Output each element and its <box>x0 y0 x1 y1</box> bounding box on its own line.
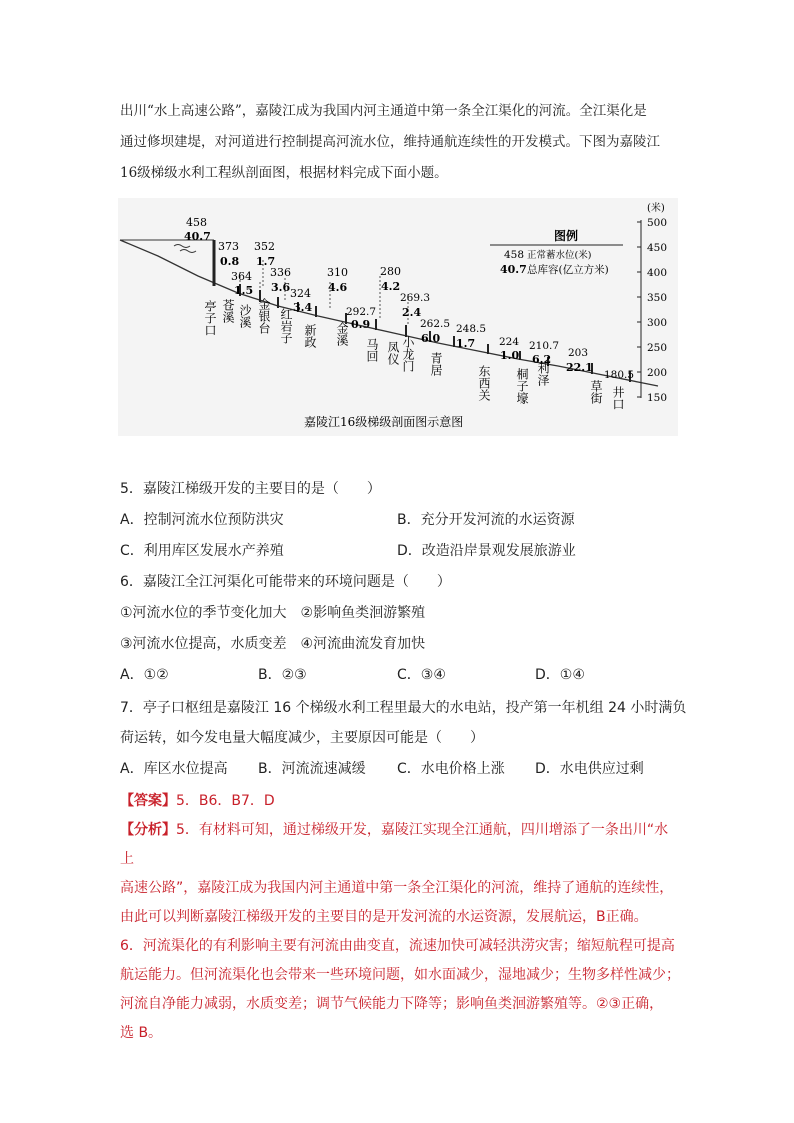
station-name: 马回 <box>365 338 379 362</box>
station-level: 310 <box>327 266 348 279</box>
q5-option-c: C．利用库区发展水产养殖 <box>120 543 284 559</box>
analysis-label: 【分析】 <box>120 822 176 838</box>
analysis-line: 河流自净能力减弱，水质变差；调节气候能力下降等；影响鱼类洄游繁殖等。②③正确， <box>120 996 664 1012</box>
station-storage: 3.6 <box>271 281 291 294</box>
station-level: 180.5 <box>604 369 635 381</box>
q6-option-d: D．①④ <box>535 667 585 683</box>
station-level: 352 <box>254 240 275 253</box>
station-level: 210.7 <box>529 340 560 352</box>
intro-line: 16级梯级水利工程纵剖面图，根据材料完成下面小题。 <box>120 165 448 181</box>
station-name: 草街 <box>589 380 603 404</box>
station-storage: 4.2 <box>381 280 401 293</box>
station-name: 红岩子 <box>279 308 293 344</box>
q7-option-c: C．水电价格上涨 <box>397 761 505 777</box>
station-name: 凤仪 <box>386 341 400 365</box>
station-name: 亭子口 <box>203 300 217 336</box>
y-tick-label: 200 <box>647 367 668 379</box>
station-name: 桐子壕 <box>515 368 529 404</box>
q6-option-a: A．①② <box>120 667 169 683</box>
station-storage: 40.7 <box>184 230 211 243</box>
answer-line <box>120 790 275 810</box>
y-tick-label: 350 <box>647 292 668 304</box>
answer-text: 5．B6．B7．D <box>176 793 275 809</box>
station-level: 336 <box>270 266 291 279</box>
station-level: 203 <box>568 347 589 359</box>
q6-statements-2: ③河流水位提高，水质变差 ④河流曲流发育加快 <box>120 636 426 652</box>
station-name: 金溪 <box>335 322 349 346</box>
station-storage: 3.4 <box>293 301 313 314</box>
figure-title: 嘉陵江16级梯级剖面图示意图 <box>304 415 464 429</box>
y-tick-label: 250 <box>647 342 668 354</box>
station-name: 小龙门 <box>401 336 415 372</box>
analysis-line <box>120 816 680 874</box>
analysis-line: 选 B。 <box>120 1025 163 1041</box>
station-storage: 1.7 <box>456 337 476 350</box>
station-storage: 6.2 <box>532 353 552 366</box>
analysis-line: 航运能力。但河流渠化也会带来一些环境问题，如水面减少，湿地减少；生物多样性减少； <box>120 967 680 983</box>
station-name: 新政 <box>303 324 317 348</box>
station-name: 利泽 <box>536 362 550 386</box>
station-storage: 0.8 <box>220 255 240 268</box>
intro-paragraph <box>120 96 680 189</box>
y-tick-label: 150 <box>647 392 668 404</box>
station-storage: 1.5 <box>234 284 254 297</box>
station-storage: 0.9 <box>351 318 371 331</box>
q7-option-b: B．河流流速减缓 <box>258 761 366 777</box>
q6-option-c: C．③④ <box>397 667 446 683</box>
question-7-stem-line2: 荷运转，如今发电量大幅度减少，主要原因可能是（ ） <box>120 730 484 746</box>
station-level: 280 <box>380 265 401 278</box>
legend-level-value: 458 <box>504 249 525 261</box>
station-storage: 4.6 <box>328 281 348 294</box>
station-storage: 1.7 <box>256 255 276 268</box>
q5-option-b: B．充分开发河流的水运资源 <box>397 512 575 528</box>
legend-storage-value: 40.7 <box>500 263 527 276</box>
station-name: 苍溪 <box>221 299 235 323</box>
station-name: 东西关 <box>477 365 491 401</box>
question-6-stem: 6．嘉陵江全江河渠化可能带来的环境问题是（ ） <box>120 574 451 590</box>
station-storage: 22.1 <box>566 361 593 374</box>
q7-option-a: A．库区水位提高 <box>120 761 228 777</box>
y-tick-label: 500 <box>647 217 668 229</box>
question-7-stem-line1: 7．亭子口枢纽是嘉陵江 16 个梯级水利工程里最大的水电站，投产第一年机组 24 小时满负 <box>120 700 687 716</box>
station-level: 373 <box>218 240 239 253</box>
station-level: 269.3 <box>400 292 431 304</box>
analysis-section <box>120 816 680 1048</box>
y-axis-unit: (米) <box>647 203 665 214</box>
profile-diagram <box>118 198 678 436</box>
legend-storage-label: 总库容(亿立方米) <box>527 264 609 276</box>
station-name: 青居 <box>429 352 443 376</box>
profile-figure <box>118 198 678 436</box>
station-storage: 1.0 <box>500 349 520 362</box>
station-name: 金银台 <box>257 298 271 334</box>
station-level: 248.5 <box>456 323 487 335</box>
intro-line: 出川“水上高速公路”，嘉陵江成为我国内河主通道中第一条全江渠化的河流。全江渠化是 <box>120 103 647 119</box>
q5-option-d: D．改造沿岸景观发展旅游业 <box>397 543 576 559</box>
station-storage: 6.0 <box>421 332 441 345</box>
analysis-line: 由此可以判断嘉陵江梯级开发的主要目的是开发河流的水运资源，发展航运，B正确。 <box>120 909 648 925</box>
station-level: 292.7 <box>346 306 377 318</box>
station-name: 井口 <box>611 386 625 410</box>
q6-statements-1: ①河流水位的季节变化加大 ②影响鱼类洄游繁殖 <box>120 605 426 621</box>
station-level: 458 <box>186 216 207 229</box>
legend-title: 图例 <box>554 229 579 243</box>
station-level: 364 <box>231 270 252 283</box>
intro-line: 通过修坝建堤，对河道进行控制提高河流水位，维持通航连续性的开发模式。下图为嘉陵江 <box>120 134 660 150</box>
question-5-stem: 5．嘉陵江梯级开发的主要目的是（ ） <box>120 481 381 497</box>
q6-option-b: B．②③ <box>258 667 307 683</box>
analysis-text: 5．有材料可知，通过梯级开发，嘉陵江实现全江通航，四川增添了一条出川“水上 <box>120 822 669 867</box>
analysis-line: 6．河流渠化的有利影响主要有河流由曲变直，流速加快可减轻洪涝灾害；缩短航程可提高 <box>120 938 675 954</box>
legend-level-label: 正常蓄水位(米) <box>527 250 592 261</box>
q5-option-a: A．控制河流水位预防洪灾 <box>120 512 284 528</box>
y-tick-label: 400 <box>647 267 668 279</box>
station-name: 沙溪 <box>238 304 252 328</box>
q7-option-d: D．水电供应过剩 <box>535 761 644 777</box>
station-level: 224 <box>499 336 520 348</box>
y-tick-label: 450 <box>647 242 668 254</box>
station-level: 324 <box>290 287 311 300</box>
analysis-line: 高速公路”，嘉陵江成为我国内河主通道中第一条全江渠化的河流，维持了通航的连续性， <box>120 880 674 896</box>
station-level: 262.5 <box>420 318 451 330</box>
answer-label: 【答案】 <box>120 793 176 809</box>
y-tick-label: 300 <box>647 317 668 329</box>
station-storage: 2.4 <box>402 306 422 319</box>
